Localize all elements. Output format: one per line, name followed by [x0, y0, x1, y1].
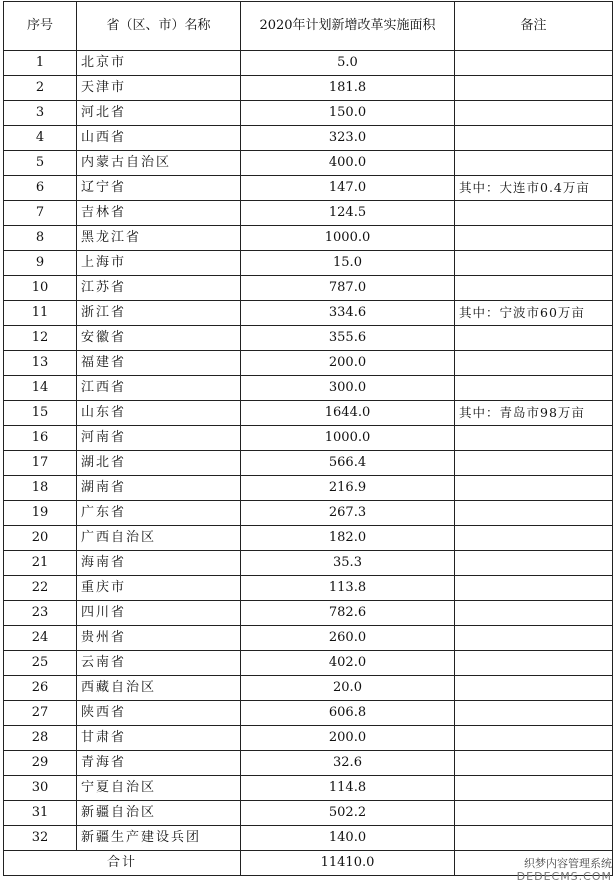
table-row: [4, 576, 613, 601]
row-note: [455, 651, 613, 676]
row-province: 黑龙江省: [77, 226, 241, 251]
row-index: 22: [4, 576, 77, 601]
row-index: 23: [4, 601, 77, 626]
row-province: 山西省: [77, 126, 241, 151]
row-province: 辽宁省: [77, 176, 241, 201]
table-row: [4, 426, 613, 451]
row-note: [455, 701, 613, 726]
row-area: 502.2: [241, 801, 455, 826]
row-note: [455, 526, 613, 551]
row-note: [455, 326, 613, 351]
table-header-row: [4, 2, 613, 51]
row-area: 1644.0: [241, 401, 455, 426]
row-province: 广西自治区: [77, 526, 241, 551]
row-note: [455, 801, 613, 826]
watermark-domain: DEDECMS.COM: [516, 870, 612, 883]
row-province: 山东省: [77, 401, 241, 426]
row-area: 200.0: [241, 351, 455, 376]
row-area: 566.4: [241, 451, 455, 476]
row-note: [455, 226, 613, 251]
row-area: 787.0: [241, 276, 455, 301]
row-index: 6: [4, 176, 77, 201]
table-row: [4, 126, 613, 151]
row-province: 海南省: [77, 551, 241, 576]
row-index: 21: [4, 551, 77, 576]
table-row: [4, 626, 613, 651]
row-province: 新疆生产建设兵团: [77, 826, 241, 851]
row-province: 上海市: [77, 251, 241, 276]
row-note: [455, 551, 613, 576]
header-area: 2020年计划新增改革实施面积: [241, 2, 455, 51]
row-province: 安徽省: [77, 326, 241, 351]
table-row: [4, 551, 613, 576]
row-area: 182.0: [241, 526, 455, 551]
row-province: 浙江省: [77, 301, 241, 326]
table-row: [4, 251, 613, 276]
row-area: 150.0: [241, 101, 455, 126]
table-row: [4, 51, 613, 76]
row-index: 19: [4, 501, 77, 526]
header-index: 序号: [4, 2, 77, 51]
row-area: 402.0: [241, 651, 455, 676]
row-province: 河北省: [77, 101, 241, 126]
allocation-table: [3, 1, 613, 876]
row-index: 8: [4, 226, 77, 251]
row-note: [455, 76, 613, 101]
row-area: 1000.0: [241, 226, 455, 251]
row-province: 四川省: [77, 601, 241, 626]
row-note: [455, 376, 613, 401]
row-note: 其中：大连市0.4万亩: [455, 176, 613, 201]
row-province: 西藏自治区: [77, 676, 241, 701]
table-row: [4, 776, 613, 801]
row-area: 124.5: [241, 201, 455, 226]
row-area: 147.0: [241, 176, 455, 201]
row-index: 24: [4, 626, 77, 651]
row-province: 内蒙古自治区: [77, 151, 241, 176]
row-note: [455, 826, 613, 851]
row-area: 113.8: [241, 576, 455, 601]
row-area: 140.0: [241, 826, 455, 851]
row-note: [455, 51, 613, 76]
row-note: [455, 776, 613, 801]
row-note: [455, 726, 613, 751]
table-row: [4, 601, 613, 626]
watermark-logo: [517, 857, 612, 883]
row-note: [455, 351, 613, 376]
row-area: 782.6: [241, 601, 455, 626]
row-province: 河南省: [77, 426, 241, 451]
row-area: 334.6: [241, 301, 455, 326]
row-index: 17: [4, 451, 77, 476]
row-index: 30: [4, 776, 77, 801]
row-province: 青海省: [77, 751, 241, 776]
row-note: [455, 576, 613, 601]
row-index: 9: [4, 251, 77, 276]
row-index: 1: [4, 51, 77, 76]
row-area: 32.6: [241, 751, 455, 776]
row-index: 20: [4, 526, 77, 551]
table-row: [4, 176, 613, 201]
row-index: 10: [4, 276, 77, 301]
row-province: 贵州省: [77, 626, 241, 651]
row-note: [455, 751, 613, 776]
row-note: [455, 626, 613, 651]
table-row: [4, 76, 613, 101]
table-row: [4, 351, 613, 376]
row-area: 5.0: [241, 51, 455, 76]
row-province: 新疆自治区: [77, 801, 241, 826]
total-label: 合计: [4, 851, 241, 876]
row-note: [455, 101, 613, 126]
row-index: 4: [4, 126, 77, 151]
row-note: [455, 501, 613, 526]
row-province: 宁夏自治区: [77, 776, 241, 801]
row-note: [455, 451, 613, 476]
row-area: 355.6: [241, 326, 455, 351]
table-row: [4, 151, 613, 176]
row-index: 5: [4, 151, 77, 176]
row-area: 606.8: [241, 701, 455, 726]
row-index: 15: [4, 401, 77, 426]
row-note: [455, 276, 613, 301]
row-index: 13: [4, 351, 77, 376]
row-note: [455, 426, 613, 451]
table-row: [4, 826, 613, 851]
row-province: 云南省: [77, 651, 241, 676]
table-row: [4, 326, 613, 351]
header-note: 备注: [455, 2, 613, 51]
table-row: [4, 526, 613, 551]
row-area: 300.0: [241, 376, 455, 401]
row-index: 11: [4, 301, 77, 326]
row-index: 12: [4, 326, 77, 351]
table-row: [4, 801, 613, 826]
row-area: 400.0: [241, 151, 455, 176]
table-row: [4, 401, 613, 426]
row-province: 天津市: [77, 76, 241, 101]
watermark-text: 织梦内容管理系统: [524, 857, 612, 870]
table-row: [4, 101, 613, 126]
table-row: [4, 376, 613, 401]
row-note: [455, 126, 613, 151]
table-row: [4, 676, 613, 701]
row-note: [455, 251, 613, 276]
table-row: [4, 301, 613, 326]
row-index: 32: [4, 826, 77, 851]
table-row: [4, 476, 613, 501]
row-province: 湖北省: [77, 451, 241, 476]
table-row: [4, 276, 613, 301]
row-index: 18: [4, 476, 77, 501]
table-row: [4, 226, 613, 251]
table-row: [4, 651, 613, 676]
row-area: 35.3: [241, 551, 455, 576]
row-note: 其中：青岛市98万亩: [455, 401, 613, 426]
row-index: 16: [4, 426, 77, 451]
row-area: 15.0: [241, 251, 455, 276]
total-area: 11410.0: [241, 851, 455, 876]
row-index: 3: [4, 101, 77, 126]
row-note: [455, 201, 613, 226]
table-row: [4, 501, 613, 526]
row-province: 福建省: [77, 351, 241, 376]
row-province: 江苏省: [77, 276, 241, 301]
row-area: 267.3: [241, 501, 455, 526]
row-province: 甘肃省: [77, 726, 241, 751]
row-index: 26: [4, 676, 77, 701]
row-index: 28: [4, 726, 77, 751]
row-area: 114.8: [241, 776, 455, 801]
row-area: 1000.0: [241, 426, 455, 451]
table-row: [4, 201, 613, 226]
row-area: 260.0: [241, 626, 455, 651]
header-province: 省（区、市）名称: [77, 2, 241, 51]
row-index: 14: [4, 376, 77, 401]
table-row: [4, 451, 613, 476]
row-index: 2: [4, 76, 77, 101]
row-index: 25: [4, 651, 77, 676]
row-province: 陕西省: [77, 701, 241, 726]
row-note: [455, 601, 613, 626]
row-note: 其中：宁波市60万亩: [455, 301, 613, 326]
table-row: [4, 701, 613, 726]
row-index: 27: [4, 701, 77, 726]
row-note: [455, 151, 613, 176]
row-province: 北京市: [77, 51, 241, 76]
row-area: 323.0: [241, 126, 455, 151]
row-area: 20.0: [241, 676, 455, 701]
row-province: 湖南省: [77, 476, 241, 501]
row-index: 7: [4, 201, 77, 226]
row-province: 江西省: [77, 376, 241, 401]
row-area: 216.9: [241, 476, 455, 501]
row-note: [455, 676, 613, 701]
row-province: 广东省: [77, 501, 241, 526]
row-province: 重庆市: [77, 576, 241, 601]
row-note: [455, 476, 613, 501]
table-row: [4, 726, 613, 751]
row-province: 吉林省: [77, 201, 241, 226]
row-area: 181.8: [241, 76, 455, 101]
table-row: [4, 751, 613, 776]
row-area: 200.0: [241, 726, 455, 751]
row-index: 29: [4, 751, 77, 776]
row-index: 31: [4, 801, 77, 826]
